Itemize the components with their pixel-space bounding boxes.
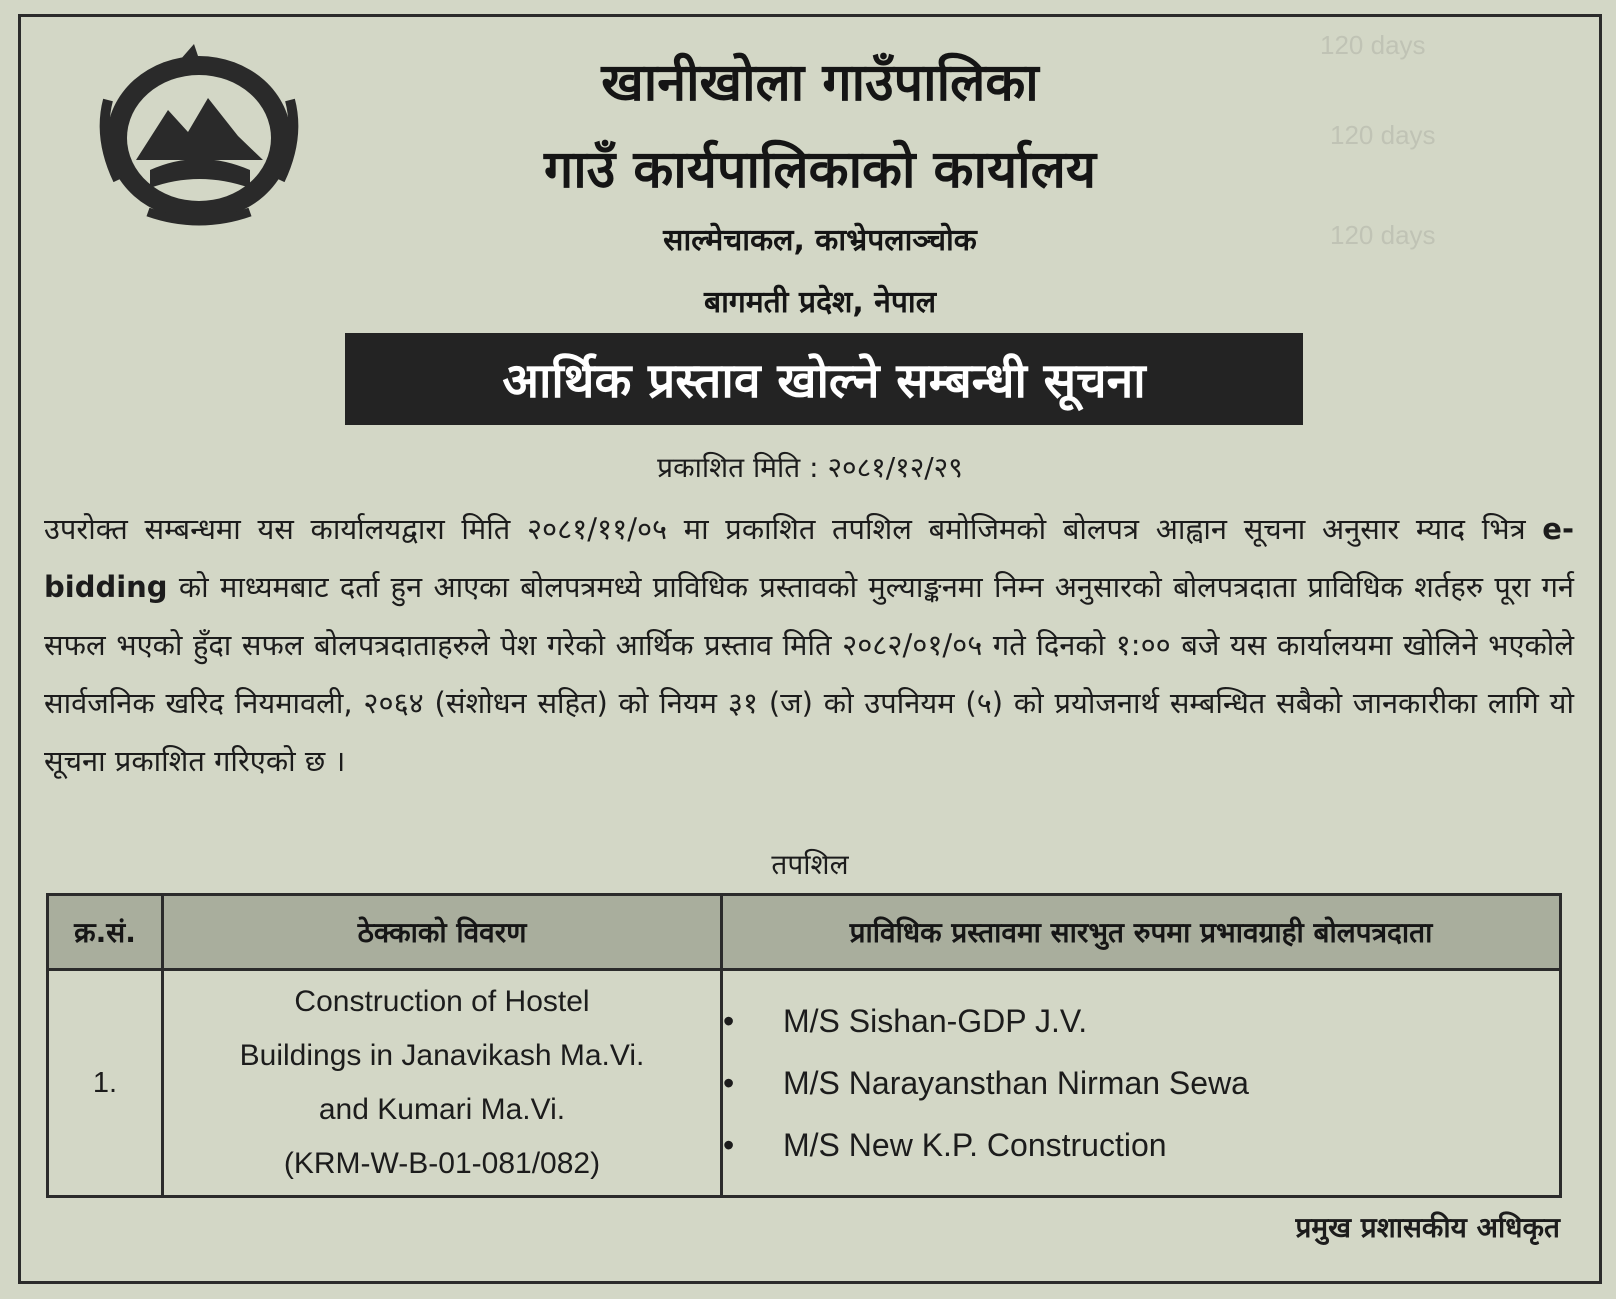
notice-body-part-2: को माध्यमबाट दर्ता हुन आएका बोलपत्रमध्ये प्राविधिक प्रस्तावको मुल्याङ्कनमा निम्न अनुसारको बोलपत्रदाता प्राविधिक शर्तहरु पूरा गर्न सफल भएको हुँदा सफल बोलपत्रदाताहरुले पेश गरेको आर्थिक प्रस्ताव मिति २०८२/०१/०५ गते दिनको १:०० बजे यस कार्यालयमा खोलिने भएकोले सार्वजनिक खरिद नियमावली, २०६४ (संशोधन सहित) को नियम ३१ (ज) को उपनियम (५) को प्रयोजनार्थ सम्बन्धित सबैको जानकारीका लागि यो सूचना प्रकाशित गरिएको छ । bbox=[44, 570, 1574, 778]
bidder-list bbox=[723, 990, 1559, 1176]
municipality-name: खानीखोला गाउँपालिका bbox=[601, 53, 1039, 113]
bidder-name: M/S Sishan-GDP J.V. bbox=[783, 1003, 1088, 1039]
list-item bbox=[723, 990, 1559, 1052]
signatory-title: प्रमुख प्रशासकीय अधिकृत bbox=[1295, 1211, 1560, 1244]
schedule-table bbox=[46, 893, 1562, 1198]
column-header-bidders: प्राविधिक प्रस्तावमा सारभुत रुपमा प्रभावग्राही बोलपत्रदाता bbox=[722, 895, 1561, 970]
bullet-icon: • bbox=[723, 1127, 735, 1163]
published-date: प्रकाशित मिति : २०८१/१२/२९ bbox=[657, 451, 963, 484]
list-item bbox=[723, 1114, 1559, 1176]
bleed-through-mark: 120 days bbox=[1330, 220, 1436, 250]
nepal-emblem-logo bbox=[88, 40, 310, 230]
bidder-name: M/S New K.P. Construction bbox=[783, 1127, 1167, 1163]
notice-body-emphasis: e-bidding bbox=[44, 512, 1574, 604]
bleed-through-mark: 120 days bbox=[1330, 120, 1436, 150]
bullet-icon: • bbox=[723, 1003, 735, 1039]
table-header-row bbox=[48, 895, 1561, 970]
contract-description bbox=[163, 970, 722, 1197]
description-line: and Kumari Ma.Vi. bbox=[318, 1093, 566, 1126]
notice-body bbox=[44, 500, 1574, 790]
column-header-sn: क्र.सं. bbox=[48, 895, 163, 970]
notice-title: आर्थिक प्रस्ताव खोल्ने सम्बन्धी सूचना bbox=[502, 352, 1146, 409]
bidder-name: M/S Narayansthan Nirman Sewa bbox=[783, 1065, 1249, 1101]
address-line-1: साल्मेचाकल, काभ्रेपलाञ्चोक bbox=[663, 223, 977, 258]
list-item bbox=[723, 1052, 1559, 1114]
bullet-icon: • bbox=[723, 1065, 735, 1101]
notice-title-banner bbox=[345, 333, 1303, 425]
bleed-through-mark: 120 days bbox=[1320, 30, 1426, 60]
responsive-bidders bbox=[722, 970, 1561, 1197]
notice-body-part-1: उपरोक्त सम्बन्धमा यस कार्यालयद्वारा मिति २०८१/११/०५ मा प्रकाशित तपशिल बमोजिमको बोलपत्र आह्वान सूचना अनुसार म्याद भित्र bbox=[44, 512, 1543, 546]
description-line: Buildings in Janavikash Ma.Vi. bbox=[239, 1039, 645, 1072]
description-line: (KRM-W-B-01-081/082) bbox=[283, 1147, 601, 1180]
column-header-description: ठेक्काको विवरण bbox=[163, 895, 722, 970]
description-line: Construction of Hostel bbox=[294, 985, 590, 1018]
address-line-2: बागमती प्रदेश, नेपाल bbox=[703, 285, 937, 320]
row-serial-number: 1. bbox=[48, 970, 163, 1197]
schedule-caption: तपशिल bbox=[771, 848, 849, 881]
table-row bbox=[48, 970, 1561, 1197]
office-name: गाउँ कार्यपालिकाको कार्यालय bbox=[544, 140, 1096, 200]
